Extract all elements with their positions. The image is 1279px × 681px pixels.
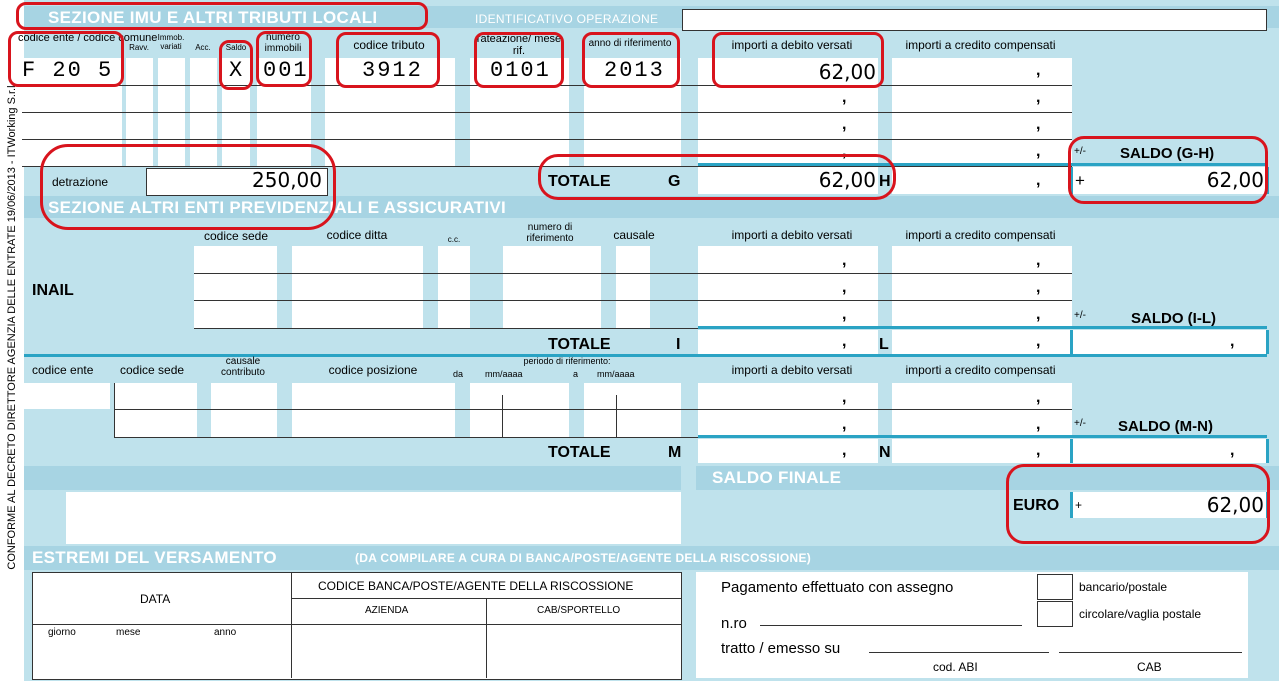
totale-m-label: TOTALE bbox=[548, 444, 611, 461]
mese-label: mese bbox=[116, 627, 141, 638]
saldo-il-field[interactable] bbox=[1089, 330, 1269, 354]
g-marker: G bbox=[668, 173, 681, 190]
saldo-gh-label: SALDO (G-H) bbox=[1120, 145, 1215, 162]
hdr-ravv: Ravv. bbox=[129, 43, 149, 52]
totale-g-value[interactable]: 62,00 bbox=[818, 168, 876, 192]
id-operazione-field[interactable] bbox=[682, 9, 1267, 31]
n-marker: N bbox=[879, 444, 891, 461]
hdr-codice-ente: codice ente / codice comune bbox=[18, 32, 158, 44]
comma: , bbox=[1036, 333, 1041, 350]
totale-l-field[interactable] bbox=[892, 330, 1072, 354]
totale-i-field[interactable] bbox=[698, 330, 878, 354]
saldo-finale-title: SALDO FINALE bbox=[712, 468, 842, 487]
hdr-credito: importi a credito compensati bbox=[905, 38, 1056, 52]
prev-section-title: SEZIONE ALTRI ENTI PREVIDENZIALI E ASSICURATIVI bbox=[48, 198, 507, 217]
hdr-debito: importi a debito versati bbox=[731, 38, 853, 52]
comma: , bbox=[1036, 62, 1041, 79]
final-band-left bbox=[24, 466, 681, 490]
saldo-il-label: SALDO (I-L) bbox=[1131, 310, 1216, 327]
hdr-codice-ditta: codice ditta bbox=[326, 228, 388, 242]
hdr-codice-sede: codice sede bbox=[203, 229, 269, 243]
hdr-a: a bbox=[573, 369, 579, 379]
comma: , bbox=[842, 306, 847, 323]
pagamento-label: Pagamento effettuato con assegno bbox=[721, 579, 954, 596]
hdr-cc: c.c. bbox=[447, 235, 461, 244]
hdr-periodo: periodo di riferimento: bbox=[523, 356, 611, 366]
saldo-gh-value[interactable]: 62,00 bbox=[1206, 168, 1264, 192]
hdr-mmaaaa-2: mm/aaaa bbox=[597, 369, 635, 379]
hdr-saldo: Saldo bbox=[225, 43, 247, 52]
bancario-checkbox[interactable] bbox=[1037, 574, 1073, 600]
totale-i-label: TOTALE bbox=[548, 336, 611, 353]
comma: , bbox=[842, 252, 847, 269]
comma: , bbox=[842, 389, 847, 406]
id-operazione-label: IDENTIFICATIVO OPERAZIONE bbox=[475, 12, 659, 26]
comma: , bbox=[1036, 172, 1041, 189]
value-rateazione[interactable]: 0101 bbox=[490, 58, 551, 83]
totale-g-label: TOTALE bbox=[548, 173, 611, 190]
imu-section-title: SEZIONE IMU E ALTRI TRIBUTI LOCALI bbox=[48, 8, 378, 27]
final-sign: + bbox=[1075, 498, 1083, 512]
euro-label: EURO bbox=[1013, 497, 1060, 514]
hdr-codice-tributo: codice tributo bbox=[353, 38, 425, 52]
bancario-label: bancario/postale bbox=[1079, 580, 1168, 594]
plus-minus-label: +/- bbox=[1074, 146, 1086, 157]
cod-abi-label: cod. ABI bbox=[933, 660, 978, 674]
hdr-causale: causale bbox=[613, 228, 655, 242]
sign-value: + bbox=[1075, 171, 1085, 190]
value-debito[interactable]: 62,00 bbox=[818, 60, 876, 84]
hdr-numero-rif: numero di riferimento bbox=[526, 222, 574, 244]
hdr-codice-posizione: codice posizione bbox=[328, 363, 418, 377]
hdr-codice-ente-2: codice ente bbox=[32, 363, 94, 377]
i-marker: I bbox=[676, 336, 681, 353]
value-codice-tributo[interactable]: 3912 bbox=[362, 58, 423, 83]
totale-h-field[interactable] bbox=[892, 167, 1072, 194]
comma: , bbox=[1036, 416, 1041, 433]
detrazione-value[interactable]: 250,00 bbox=[252, 168, 322, 192]
final-value[interactable]: 62,00 bbox=[1206, 493, 1264, 517]
cab-label: CAB bbox=[1137, 660, 1162, 674]
inail-label: INAIL bbox=[32, 282, 74, 299]
hdr-anno: anno di riferimento bbox=[588, 38, 672, 49]
abi-line[interactable] bbox=[869, 652, 1049, 653]
hdr-acc: Acc. bbox=[195, 43, 211, 52]
side-legal-text: CONFORME AL DECRETO DIRETTORE AGENZIA DELLE ENTRATE 19/06/2013 - ITWorking S.r.l. bbox=[6, 82, 18, 570]
nro-label: n.ro bbox=[721, 615, 747, 632]
giorno-label: giorno bbox=[48, 627, 76, 638]
tratto-label: tratto / emesso su bbox=[721, 640, 841, 657]
hdr-debito-3: importi a debito versati bbox=[731, 363, 853, 377]
plus-minus-label-2: +/- bbox=[1074, 310, 1086, 321]
comma: , bbox=[1036, 389, 1041, 406]
comma: , bbox=[1036, 143, 1041, 160]
versamento-title: ESTREMI DEL VERSAMENTO bbox=[32, 548, 277, 567]
value-numero-immobili[interactable]: 001 bbox=[263, 58, 309, 83]
comma: , bbox=[1036, 116, 1041, 133]
comma: , bbox=[842, 333, 847, 350]
comma: , bbox=[842, 143, 847, 160]
hdr-debito-2: importi a debito versati bbox=[731, 228, 853, 242]
hdr-rateazione: rateazione/ mese rif. bbox=[476, 33, 562, 58]
comma: , bbox=[842, 279, 847, 296]
comma: , bbox=[1036, 306, 1041, 323]
hdr-immob-variati: Immob. variati bbox=[157, 33, 185, 51]
saldo-mn-label: SALDO (M-N) bbox=[1118, 418, 1213, 435]
saldo-mn-field[interactable] bbox=[1089, 439, 1269, 463]
hdr-credito-2: importi a credito compensati bbox=[905, 228, 1056, 242]
comma: , bbox=[1230, 442, 1235, 459]
comma: , bbox=[842, 442, 847, 459]
totale-m-field[interactable] bbox=[698, 439, 878, 463]
data-label: DATA bbox=[140, 592, 171, 606]
hdr-numero-immobili: numero immobili bbox=[264, 32, 302, 54]
comma: , bbox=[1230, 333, 1235, 350]
value-saldo-check[interactable]: X bbox=[229, 58, 245, 83]
codice-banca-label: CODICE BANCA/POSTE/AGENTE DELLA RISCOSSIONE bbox=[318, 579, 634, 593]
anno-label: anno bbox=[214, 627, 237, 638]
totale-n-field[interactable] bbox=[892, 439, 1072, 463]
hdr-causale-contributo: causale contributo bbox=[221, 356, 265, 378]
hdr-codice-sede-2: codice sede bbox=[120, 363, 185, 377]
comma: , bbox=[1036, 442, 1041, 459]
hdr-da: da bbox=[453, 369, 464, 379]
comma: , bbox=[842, 116, 847, 133]
nro-line[interactable] bbox=[760, 625, 1022, 626]
blank-area bbox=[66, 492, 681, 544]
value-codice-ente[interactable]: F 20 5 bbox=[22, 58, 114, 83]
comma: , bbox=[1036, 279, 1041, 296]
comma: , bbox=[1036, 89, 1041, 106]
cab-line[interactable] bbox=[1059, 652, 1242, 653]
detrazione-label: detrazione bbox=[52, 175, 109, 189]
hdr-mmaaaa-1: mm/aaaa bbox=[485, 369, 523, 379]
l-marker: L bbox=[879, 336, 889, 353]
value-anno[interactable]: 2013 bbox=[604, 58, 665, 83]
hdr-credito-3: importi a credito compensati bbox=[905, 363, 1056, 377]
comma: , bbox=[842, 416, 847, 433]
azienda-label: AZIENDA bbox=[365, 605, 409, 616]
versamento-subtitle: (DA COMPILARE A CURA DI BANCA/POSTE/AGENTE DELLA RISCOSSIONE) bbox=[355, 551, 812, 565]
m-marker: M bbox=[668, 444, 682, 461]
comma: , bbox=[842, 89, 847, 106]
h-marker: H bbox=[879, 173, 891, 190]
comma: , bbox=[1036, 252, 1041, 269]
circolare-checkbox[interactable] bbox=[1037, 601, 1073, 627]
circolare-label: circolare/vaglia postale bbox=[1079, 607, 1202, 621]
plus-minus-label-3: +/- bbox=[1074, 418, 1086, 429]
cab-sportello-label: CAB/SPORTELLO bbox=[537, 605, 621, 616]
